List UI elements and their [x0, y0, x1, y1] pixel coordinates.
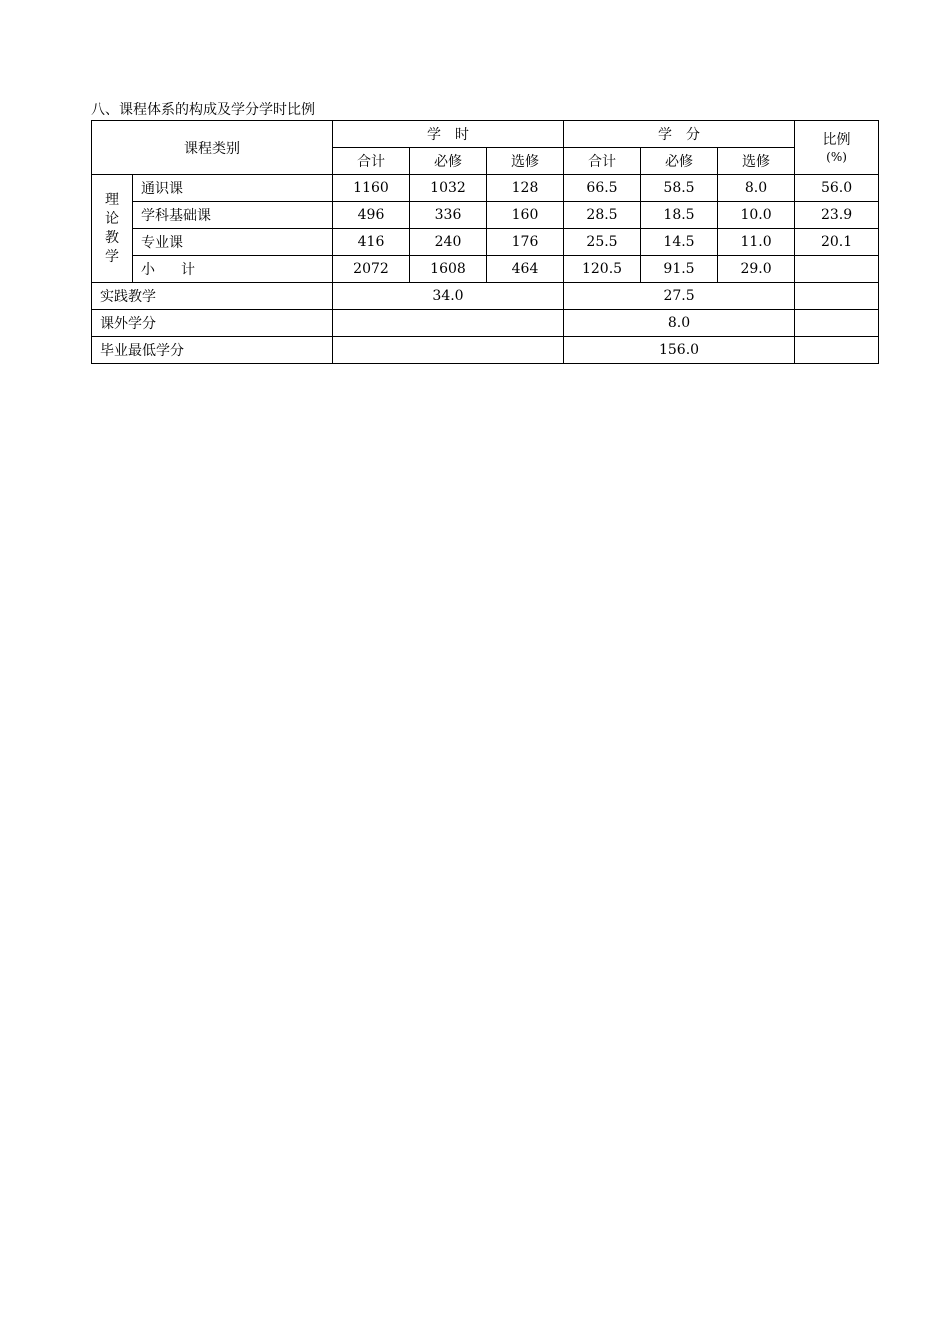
hours-elective-cell: 176: [487, 229, 564, 256]
ratio-cell: 56.0: [795, 175, 879, 202]
credits-elective-cell: 10.0: [718, 202, 795, 229]
header-credits: 学 分: [564, 121, 795, 148]
credits-total-cell: 66.5: [564, 175, 641, 202]
header-ratio-label: 比例: [822, 131, 851, 148]
practice-row: [92, 283, 879, 310]
credits-elective-cell: 11.0: [718, 229, 795, 256]
row-label: 学科基础课: [133, 202, 333, 229]
hours-elective-cell: 128: [487, 175, 564, 202]
header-credits-required: 必修: [641, 148, 718, 175]
subtotal-label-b: 计: [181, 262, 195, 278]
theory-group-char: 理: [105, 191, 119, 208]
hours-merged-cell: [333, 310, 564, 337]
table-row: [92, 229, 879, 256]
row-label: 专业课: [133, 229, 333, 256]
hours-elective-cell: 160: [487, 202, 564, 229]
row-label: 通识课: [133, 175, 333, 202]
hours-total-cell: 1160: [333, 175, 410, 202]
theory-group-char: 教: [105, 229, 119, 246]
header-row-top: [92, 121, 879, 148]
theory-group-char: 学: [105, 248, 119, 265]
theory-group-char: 论: [105, 210, 119, 227]
theory-group-label: [92, 175, 133, 283]
credits-required-cell: 91.5: [641, 256, 718, 283]
hours-total-cell: 416: [333, 229, 410, 256]
header-hours: 学 时: [333, 121, 564, 148]
ratio-cell: 23.9: [795, 202, 879, 229]
header-hours-elective: 选修: [487, 148, 564, 175]
ratio-cell: [795, 256, 879, 283]
row-label: 毕业最低学分: [92, 337, 333, 364]
hours-elective-cell: 464: [487, 256, 564, 283]
row-label: 实践教学: [92, 283, 333, 310]
ratio-cell: [795, 337, 879, 364]
credits-elective-cell: 8.0: [718, 175, 795, 202]
header-ratio: [795, 121, 879, 175]
header-credits-total: 合计: [564, 148, 641, 175]
graduation-row: [92, 337, 879, 364]
subtotal-label: [133, 256, 333, 283]
credits-total-cell: 120.5: [564, 256, 641, 283]
header-hours-total: 合计: [333, 148, 410, 175]
credit-hour-table: [91, 120, 879, 364]
header-ratio-unit: (%): [826, 149, 847, 164]
row-label: 课外学分: [92, 310, 333, 337]
credits-required-cell: 14.5: [641, 229, 718, 256]
hours-required-cell: 1032: [410, 175, 487, 202]
credits-merged-cell: 27.5: [564, 283, 795, 310]
ratio-cell: [795, 283, 879, 310]
ratio-cell: 20.1: [795, 229, 879, 256]
hours-required-cell: 240: [410, 229, 487, 256]
credits-total-cell: 28.5: [564, 202, 641, 229]
credits-required-cell: 18.5: [641, 202, 718, 229]
hours-required-cell: 1608: [410, 256, 487, 283]
header-category: 课程类别: [92, 121, 333, 175]
header-hours-required: 必修: [410, 148, 487, 175]
credits-elective-cell: 29.0: [718, 256, 795, 283]
subtotal-row: [92, 256, 879, 283]
extracurricular-row: [92, 310, 879, 337]
hours-total-cell: 2072: [333, 256, 410, 283]
hours-required-cell: 336: [410, 202, 487, 229]
table-row: [92, 175, 879, 202]
table-row: [92, 202, 879, 229]
subtotal-label-a: 小: [141, 262, 155, 278]
section-title: 八、课程体系的构成及学分学时比例: [91, 102, 315, 118]
credits-merged-cell: 8.0: [564, 310, 795, 337]
credits-total-cell: 25.5: [564, 229, 641, 256]
header-credits-elective: 选修: [718, 148, 795, 175]
credits-required-cell: 58.5: [641, 175, 718, 202]
hours-merged-cell: [333, 337, 564, 364]
credits-merged-cell: 156.0: [564, 337, 795, 364]
ratio-cell: [795, 310, 879, 337]
hours-total-cell: 496: [333, 202, 410, 229]
hours-merged-cell: 34.0: [333, 283, 564, 310]
